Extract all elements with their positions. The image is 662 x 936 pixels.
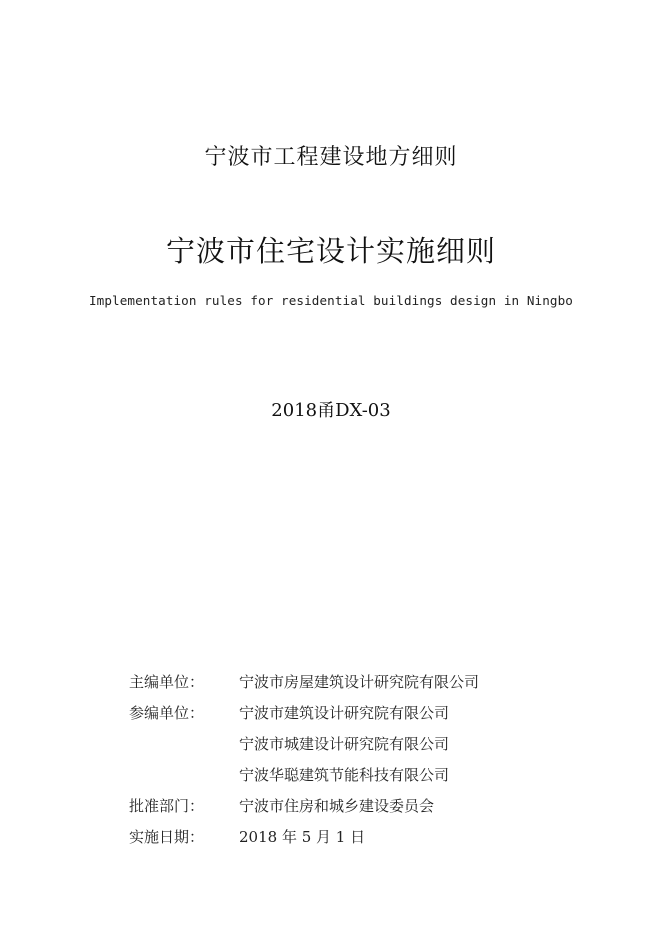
participant-3: 宁波华聪建筑节能科技有限公司 [239, 766, 450, 784]
participant-2: 宁波市城建设计研究院有限公司 [239, 735, 450, 753]
participants-row-continued [129, 731, 589, 762]
implementation-value: 2018 年 5 月 1 日 [239, 828, 366, 846]
approval-row [129, 793, 589, 824]
editor-label: 主编单位： [129, 673, 205, 691]
editor-value: 宁波市房屋建筑设计研究院有限公司 [239, 673, 480, 691]
series-title: 宁波市工程建设地方细则 [204, 145, 458, 170]
approval-label: 批准部门： [129, 797, 205, 815]
participants-row [129, 700, 589, 731]
participants-label: 参编单位： [129, 704, 205, 722]
document-info [129, 669, 589, 855]
approval-value: 宁波市住房和城乡建设委员会 [239, 797, 435, 815]
participant-1: 宁波市建筑设计研究院有限公司 [239, 704, 450, 722]
participants-row-continued [129, 762, 589, 793]
implementation-label: 实施日期： [129, 828, 205, 846]
english-title: Implementation rules for residential buildings design in Ningbo [89, 293, 573, 308]
implementation-row [129, 824, 589, 855]
document-code: 2018甬DX-03 [271, 400, 391, 421]
editor-row [129, 669, 589, 700]
main-title: 宁波市住宅设计实施细则 [165, 234, 496, 268]
